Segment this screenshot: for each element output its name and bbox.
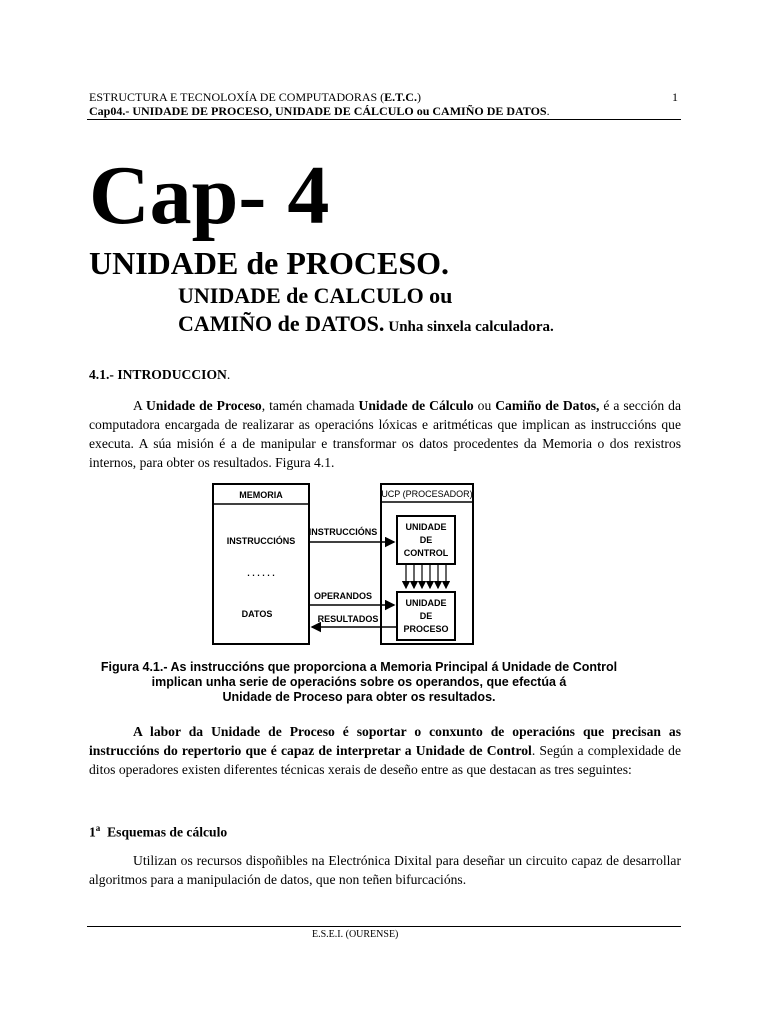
control-label-1: UNIDADE: [405, 522, 447, 532]
chapter-subtitle-2: UNIDADE de CALCULO ou: [178, 283, 453, 308]
header-chapter-end: .: [546, 104, 550, 118]
p2-text: . Según a complexidade de ditos operadores existen diferentes técnicas xerais de deseño entre as que destacan as tres seguintes:: [89, 743, 681, 777]
subtitle-3-main: CAMIÑO de DATOS.: [178, 311, 385, 336]
header-chapter: Cap04.- UNIDADE DE PROCESO, UNIDADE DE CÁLCULO ou CAMIÑO DE DATOS: [89, 104, 547, 118]
footer-rule: [87, 926, 681, 927]
intro-paragraph: [89, 396, 681, 472]
memoria-label: MEMORIA: [239, 490, 283, 500]
arrow-operandos-label: OPERANDOS: [313, 591, 373, 601]
p1-text-3: ou: [473, 398, 496, 413]
chapter-subtitle-3: [178, 310, 554, 341]
arrow-resultados-label: RESULTADOS: [317, 614, 379, 624]
p1-bold-1: Unidade de Proceso: [146, 398, 262, 413]
memoria-box: [213, 484, 309, 644]
section-heading-dot: .: [226, 367, 231, 382]
subsection-ordinal: a: [95, 823, 101, 833]
page-number: 1: [672, 90, 678, 104]
p1-text-1: A: [133, 398, 147, 413]
figure-caption: [89, 660, 629, 705]
header-text: ESTRUCTURA E TECNOLOXÍA DE COMPUTADORAS (: [89, 90, 385, 104]
ucp-label: UCP (PROCESADOR): [381, 489, 473, 499]
p1-text-2: , tamén chamada: [261, 398, 359, 413]
memoria-instruccions-label: INSTRUCCIÓNS: [226, 536, 296, 546]
subsection-heading: [89, 820, 227, 841]
control-label-2: DE: [419, 535, 433, 545]
chapter-subtitle: UNIDADE de PROCESO.: [89, 245, 450, 281]
proceso-label-2: DE: [419, 611, 433, 621]
proceso-label-3: PROCESO: [403, 624, 449, 634]
caption-line-2: implican unha serie de operacións sobre os operandos, que efectúa á: [151, 675, 567, 689]
arrow-instruccions-label: INSTRUCCIÓNS: [308, 527, 378, 537]
control-signals: [406, 564, 446, 588]
caption-line-3: Unidade de Proceso para obter os resultados.: [222, 690, 496, 704]
chapter-title: Cap- 4: [89, 149, 330, 242]
proceso-label-1: UNIDADE: [405, 598, 447, 608]
p2-bold: A labor da Unidade de Proceso é soportar o conxunto de operacións que precisan as instruccións do repertorio que é capaz de interpretar a Unidade de Control: [89, 724, 681, 758]
running-header-line1: [89, 90, 609, 104]
p1-bold-2: Unidade de Cálculo: [358, 398, 474, 413]
subsection-title: Esquemas de cálculo: [107, 824, 228, 840]
header-rule: [87, 119, 681, 120]
figure-4-1-diagram: [205, 478, 475, 648]
header-abbrev: E.T.C.: [384, 90, 417, 104]
control-label-3: CONTROL: [403, 548, 449, 558]
p1-bold-3: Camiño de Datos,: [495, 398, 600, 413]
running-header-line2: [89, 104, 689, 118]
header-text-end: ): [416, 90, 421, 104]
section-heading: [89, 366, 230, 383]
caption-line-1: Figura 4.1.- As instruccións que proporciona a Memoria Principal á Unidade de Control: [100, 660, 618, 674]
footer-text: E.S.E.I. (OURENSE): [312, 929, 399, 940]
p1-text-4: é a sección da computadora encargada de realizarar as operacións lóxicas e aritméticas que implican as instruccións que executa. A súa misión é a de manipular e transformar os datos procedentes da Memoria o dos rexistros internos, para obter os resultados. Figura 4.1.: [89, 398, 681, 470]
memoria-datos-label: DATOS: [241, 609, 273, 619]
subsection-number: 1: [89, 824, 96, 840]
subtitle-3-small: Unha sinxela calculadora.: [388, 319, 554, 335]
labor-paragraph: [89, 722, 681, 779]
memoria-dots: . . . . . .: [247, 568, 275, 578]
section-heading-text: 4.1.- INTRODUCCION: [89, 367, 227, 382]
esquemas-paragraph: Utilizan os recursos dispoñibles na Electrónica Dixital para deseñar un circuito capaz de desarrollar algoritmos para a manipulación de datos, que non teñen bifurcacións.: [89, 853, 681, 887]
